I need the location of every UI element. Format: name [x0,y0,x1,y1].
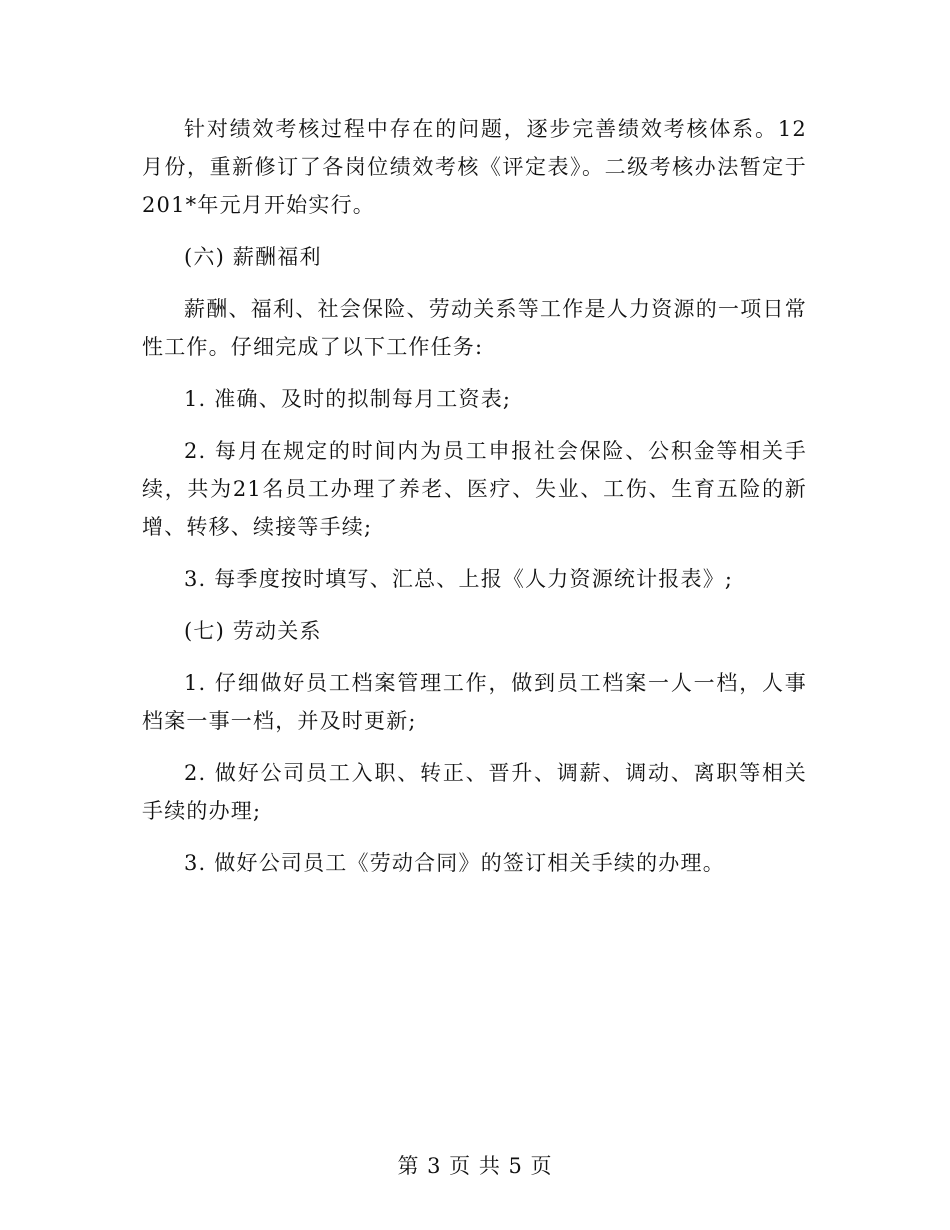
section-heading-labor-relations: (七) 劳动关系 [184,619,322,643]
paragraph-compensation-intro: 薪酬、福利、社会保险、劳动关系等工作是人力资源的一项日常性工作。仔细完成了以下工作任务: [142,297,807,359]
section-heading-compensation: (六) 薪酬福利 [184,245,322,269]
list-item-payroll: 1. 准确、及时的拟制每月工资表; [184,387,512,411]
list-item-employee-files: 1. 仔细做好员工档案管理工作，做到员工档案一人一档，人事档案一事一档，并及时更新; [142,671,807,733]
page-number-footer: 第 3 页 共 5 页 [397,1154,553,1178]
document-body [142,110,807,882]
list-item-employee-procedures: 2. 做好公司员工入职、转正、晋升、调薪、调动、离职等相关手续的办理; [142,761,807,823]
paragraph-performance-review: 针对绩效考核过程中存在的问题，逐步完善绩效考核体系。12月份，重新修订了各岗位绩效考核《评定表》。二级考核办法暂定于201*年元月开始实行。 [142,117,807,217]
list-item-labor-contract: 3. 做好公司员工《劳动合同》的签订相关手续的办理。 [184,851,725,875]
list-item-social-insurance: 2. 每月在规定的时间内为员工申报社会保险、公积金等相关手续，共为21名员工办理了养老、医疗、失业、工伤、生育五险的新增、转移、续接等手续; [142,439,807,539]
list-item-statistics-report: 3. 每季度按时填写、汇总、上报《人力资源统计报表》; [184,567,734,591]
